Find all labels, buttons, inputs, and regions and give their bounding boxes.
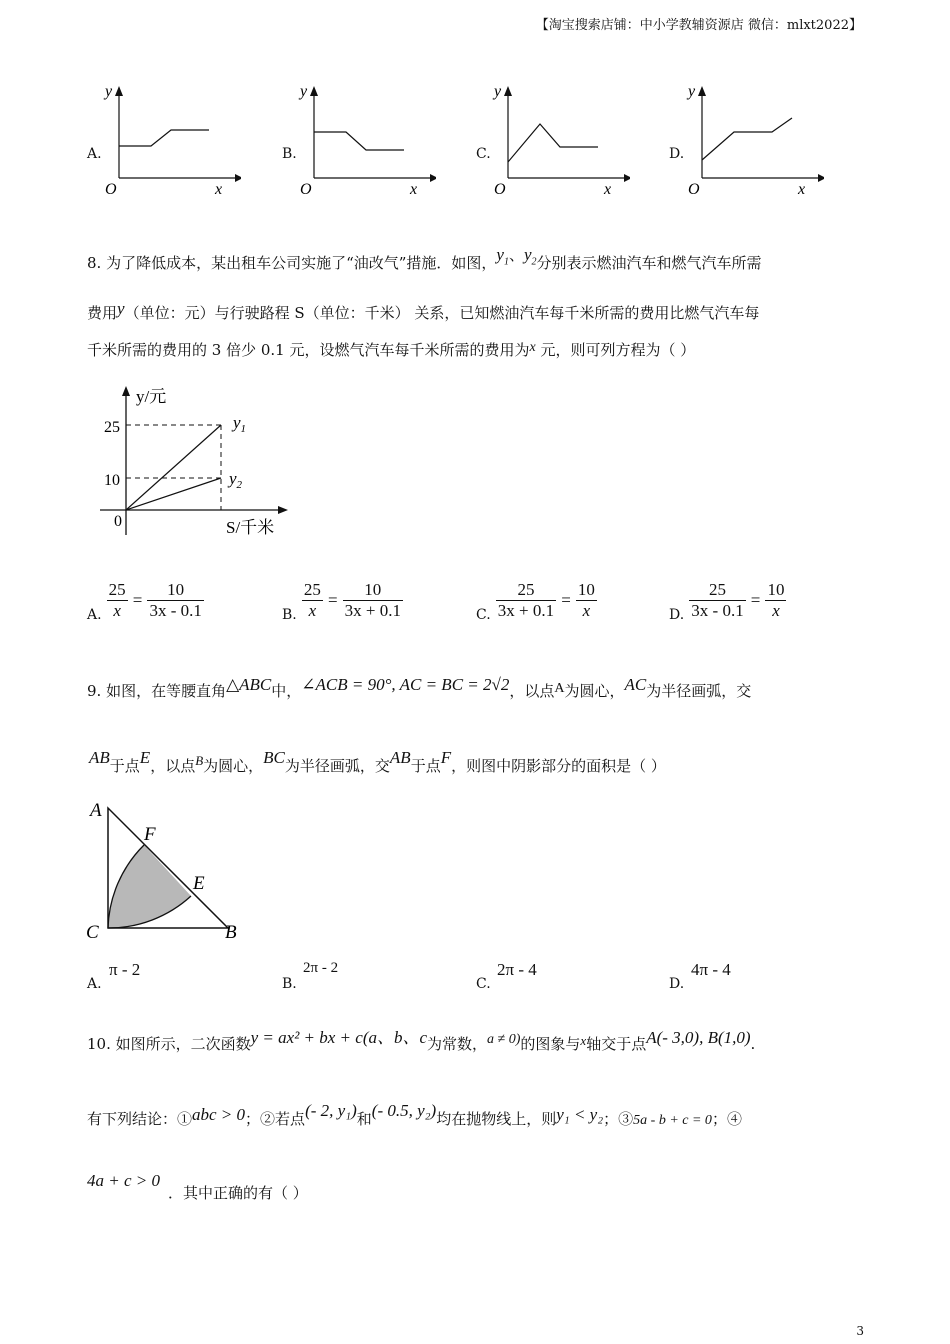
q7-a-y-label: y bbox=[105, 83, 113, 100]
q9-line-1: 9. 如图，在等腰直角△ABC中，∠ACB = 90°, AC = BC = 2√2，以点A为圆心，AC为半径画弧，交 bbox=[87, 675, 752, 700]
q10-line-3 bbox=[87, 1172, 160, 1189]
q8-graph-tick-10: 10 bbox=[104, 472, 120, 489]
q9-option-b-value: 2π - 2 bbox=[303, 960, 339, 976]
q7-option-b-label: B. bbox=[282, 146, 297, 162]
q8-graph-line-y2-label: $y_2$ bbox=[229, 469, 243, 491]
q9-option-d-label: D. bbox=[669, 976, 685, 992]
q7-graph-a bbox=[101, 80, 241, 200]
q9-fig-label-a: A bbox=[90, 800, 102, 821]
q10-line-1: 10. 如图所示，二次函数y = ax² + bx + c(a、b、c为常数，a ≠ 0)的图象与x轴交于点A(- 3,0), B(1,0). bbox=[87, 1028, 756, 1053]
q7-d-y-label: y bbox=[688, 83, 696, 100]
q8-line1-text-a: 8. 为了降低成本，某出租车公司实施了“油改气”措施．如图， bbox=[87, 254, 497, 272]
q8-line-3: 千米所需的费用的 3 倍少 0.1 元，设燃气汽车每千米所需的费用为x 元，则可列方程为（ ） bbox=[87, 340, 696, 359]
q7-b-y-label: y bbox=[300, 83, 308, 100]
q7-a-x-label: x bbox=[215, 181, 223, 198]
q8-option-c: C. $\frac{25}{3x + 0.1}$ = $\frac{10}{x}$ bbox=[476, 580, 595, 623]
q8-option-a: A. $\frac{25}{x}$ = $\frac{10}{3x - 0.1}$ bbox=[87, 580, 202, 623]
q9-fig-label-f: F bbox=[144, 824, 156, 845]
q8-y1-var: $y_1$ bbox=[496, 245, 509, 268]
q8-options bbox=[87, 580, 867, 634]
q7-option-c-label: C. bbox=[476, 146, 491, 162]
q7-option-d-label: D. bbox=[669, 146, 685, 162]
q9-option-d-value: 4π - 4 bbox=[691, 960, 731, 979]
q7-options bbox=[87, 80, 887, 200]
q10-conclusion-4: 4a + c > 0 bbox=[87, 1171, 160, 1190]
q7-c-origin: O bbox=[494, 181, 506, 198]
q8-graph bbox=[96, 380, 296, 550]
q9-fig-label-b: B bbox=[225, 922, 237, 943]
q7-c-x-label: x bbox=[604, 181, 612, 198]
q8-option-b: B. $\frac{25}{x}$ = $\frac{10}{3x + 0.1}$ bbox=[282, 580, 401, 623]
q9-line-2: AB于点E，以点B为圆心，BC为半径画弧，交AB于点F，则图中阴影部分的面积是（ ） bbox=[89, 748, 666, 775]
q9-fig-label-e: E bbox=[193, 873, 205, 894]
q8-option-d: D. $\frac{25}{3x - 0.1}$ = $\frac{10}{x}$ bbox=[669, 580, 785, 623]
q8-line-1: 8. 为了降低成本，某出租车公司实施了“油改气”措施．如图，$y_1$、$y_2$分别表示燃油汽车和燃气汽车所需 bbox=[87, 245, 762, 272]
q8-y2-var: $y_2$ bbox=[523, 245, 537, 268]
q9-fig-label-c: C bbox=[86, 922, 99, 943]
q7-graph-c bbox=[490, 80, 630, 200]
q7-d-x-label: x bbox=[798, 181, 806, 198]
q9-option-c-label: C. bbox=[476, 976, 491, 992]
q9-figure bbox=[84, 796, 254, 946]
q8-graph-tick-25: 25 bbox=[104, 419, 120, 436]
page-number: 3 bbox=[856, 1324, 864, 1338]
q8-line-2: 费用y（单位：元）与行驶路程 S（单位：千米） 关系，已知燃油汽车每千米所需的费用比燃气汽车每 bbox=[87, 299, 760, 322]
q8-graph-x-axis-label: S/千米 bbox=[226, 518, 275, 537]
q9-option-a-label: A. bbox=[87, 976, 102, 992]
q8-graph-line-y1-label: $y_1$ bbox=[233, 413, 247, 435]
q7-b-origin: O bbox=[300, 181, 312, 198]
q9-options bbox=[87, 960, 867, 996]
q9-option-b-label: B. bbox=[282, 976, 297, 992]
q7-graph-d bbox=[684, 80, 824, 200]
q7-a-origin: O bbox=[105, 181, 117, 198]
q8-line1-text-b: 分别表示燃油汽车和燃气汽车所需 bbox=[536, 254, 762, 272]
q7-c-y-label: y bbox=[494, 83, 502, 100]
q10-line-3-tail: ．其中正确的有（ ） bbox=[168, 1184, 308, 1202]
q7-graph-b bbox=[296, 80, 436, 200]
q7-b-x-label: x bbox=[410, 181, 418, 198]
q7-d-origin: O bbox=[688, 181, 700, 198]
q10-line-2: 有下列结论：①abc > 0；②若点(- 2, y₁)和(- 0.5, y₂)均在抛物线上，则y₁ < y₂；③5a - b + c = 0；④ bbox=[87, 1101, 742, 1128]
q9-option-c-value: 2π - 4 bbox=[497, 960, 537, 979]
q8-graph-origin: 0 bbox=[114, 513, 122, 530]
page-header: 【淘宝搜索店铺：中小学教辅资源店 微信：mlxt2022】 bbox=[535, 18, 862, 33]
q8-graph-y-axis-label: y/元 bbox=[136, 387, 167, 406]
q7-option-a-label: A. bbox=[87, 146, 102, 162]
q9-option-a-value: π - 2 bbox=[109, 960, 141, 979]
